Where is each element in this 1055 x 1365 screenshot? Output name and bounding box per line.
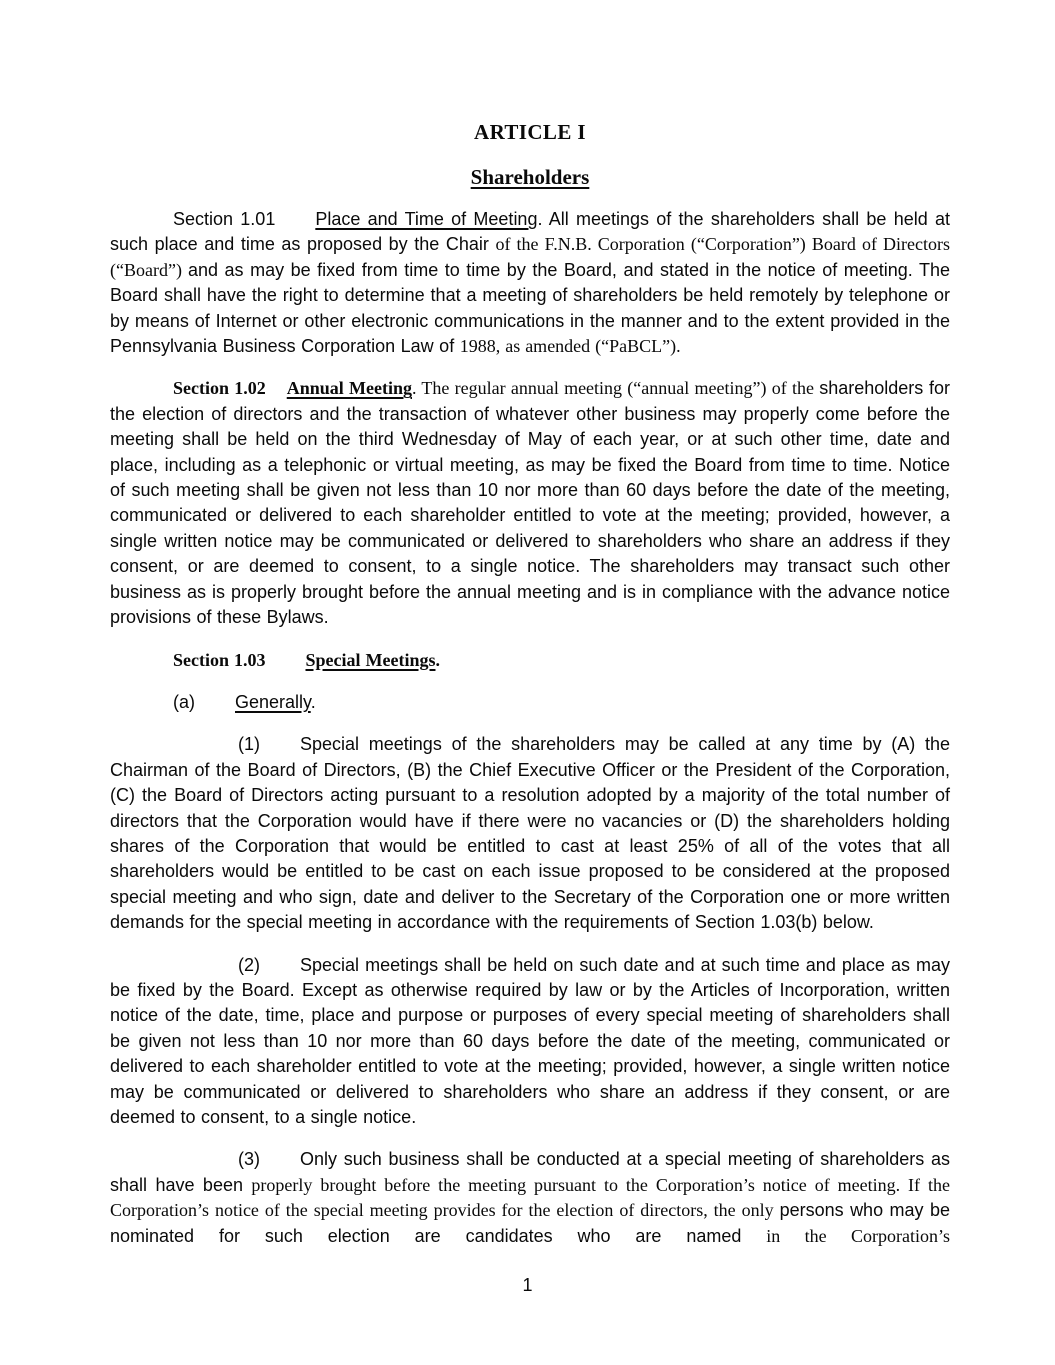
- text-run: 1988, as amended (“PaBCL”).: [459, 336, 681, 357]
- text-run: . All meetings of the shareholders shall be held at such place and time as proposed by the Chair: [110, 209, 950, 255]
- text-run: of the F.N.B. Corporation (“Corporation”) Board of Directors (“Board”): [110, 234, 951, 280]
- article-subtitle: [110, 164, 950, 190]
- text-run: (2): [238, 954, 260, 975]
- page-number: 1: [522, 1275, 533, 1295]
- article-subtitle-text: Shareholders: [470, 165, 590, 189]
- text-run: . The regular annual meeting (“annual meeting”) of the: [411, 378, 820, 399]
- text-run: Generally: [235, 691, 311, 712]
- para-section-1-02: [110, 376, 950, 630]
- text-run: Annual Meeting: [286, 378, 412, 399]
- text-run: in the Corporation’s: [766, 1225, 950, 1246]
- text-run: Special Meetings: [305, 649, 436, 670]
- article-title: ARTICLE I: [474, 120, 586, 144]
- text-run: Section 1.03: [173, 649, 266, 670]
- text-run: .: [435, 649, 440, 670]
- document-paragraphs: [110, 207, 950, 1249]
- text-run: (a): [173, 691, 195, 712]
- text-run: properly brought before the meeting pursuant to the Corporation’s notice of meeting. If the Corporation’s notice of the special meeting provides for the election of directors, the only: [110, 1174, 950, 1221]
- text-run: Section 1.02: [173, 378, 266, 399]
- text-run: Only such business shall be conducted at a special meeting of shareholders as shall have been: [110, 1149, 950, 1195]
- para-1-03-a-generally: [110, 690, 950, 715]
- text-run: .: [310, 691, 316, 712]
- text-run: persons who may be nominated for such election are candidates who are named: [110, 1200, 951, 1246]
- para-1-03-a-2: [110, 953, 950, 1131]
- text-run: and as may be fixed from time to time by the Board, and stated in the notice of meeting. The Board shall have the right to determine that a meeting of shareholders be held remotely by telephone or by means of Internet or other electronic communications in the manner and to the extent provided in the Pennsylvania Business Corporation Law of: [110, 259, 950, 357]
- para-1-03-a-3: [110, 1147, 950, 1249]
- text-run: Section 1.01: [173, 209, 276, 229]
- para-1-03-a-1: [110, 732, 950, 935]
- text-run: (3): [238, 1149, 260, 1170]
- text-run: Special meetings of the shareholders may be called at any time by (A) the Chairman of the Board of Directors, (B) the Chief Executive Officer or the President of the Corporation, (C) the Board of Directors acting pursuant to a resolution adopted by a majority of the total number of directors that the Corporation would have if there were no vacancies or (D) the shareholders holding shares of the Corporation that would be entitled to cast at least 25% of all of the votes that all shareholders would be entitled to be cast on each issue proposed to be considered at the proposed special meeting and who sign, date and deliver to the Secretary of the Corporation one or more written demands for the special meeting in accordance with the requirements of Section 1.03(b) below.: [110, 734, 950, 933]
- para-section-1-01: [110, 207, 950, 359]
- text-run: Place and Time of Meeting: [315, 209, 538, 229]
- text-run: shareholders for the election of directors and the transaction of whatever other business may properly come before the meeting shall be held on the third Wednesday of May of each year, or at such other time, date and place, including as a telephonic or virtual meeting, as may be fixed the Board from time to time. Notice of such meeting shall be given not less than 10 nor more than 60 days before the date of the meeting, communicated or delivered to each shareholder entitled to vote at the meeting; provided, however, a single written notice may be communicated or delivered to shareholders who share an address if they consent, or are deemed to consent, to a single notice. The shareholders may transact such other business as is properly brought before the annual meeting and is in compliance with the advance notice provisions of these Bylaws.: [110, 378, 951, 628]
- text-run: [266, 378, 287, 398]
- text-run: (1): [238, 734, 260, 755]
- para-section-1-03-heading: [110, 648, 950, 673]
- text-run: Special meetings shall be held on such date and at such time and place as may be fixed by the Board. Except as otherwise required by law or by the Articles of Incorporation, written notice of the date, time, place and purpose or purposes of every special meeting of shareholders shall be given not less than 10 nor more than 60 days before the date of the meeting, communicated or delivered to each shareholder entitled to vote at the meeting; provided, however, a single written notice may be communicated or delivered to shareholders who share an address if they consent, or are deemed to consent, to a single notice.: [110, 954, 950, 1127]
